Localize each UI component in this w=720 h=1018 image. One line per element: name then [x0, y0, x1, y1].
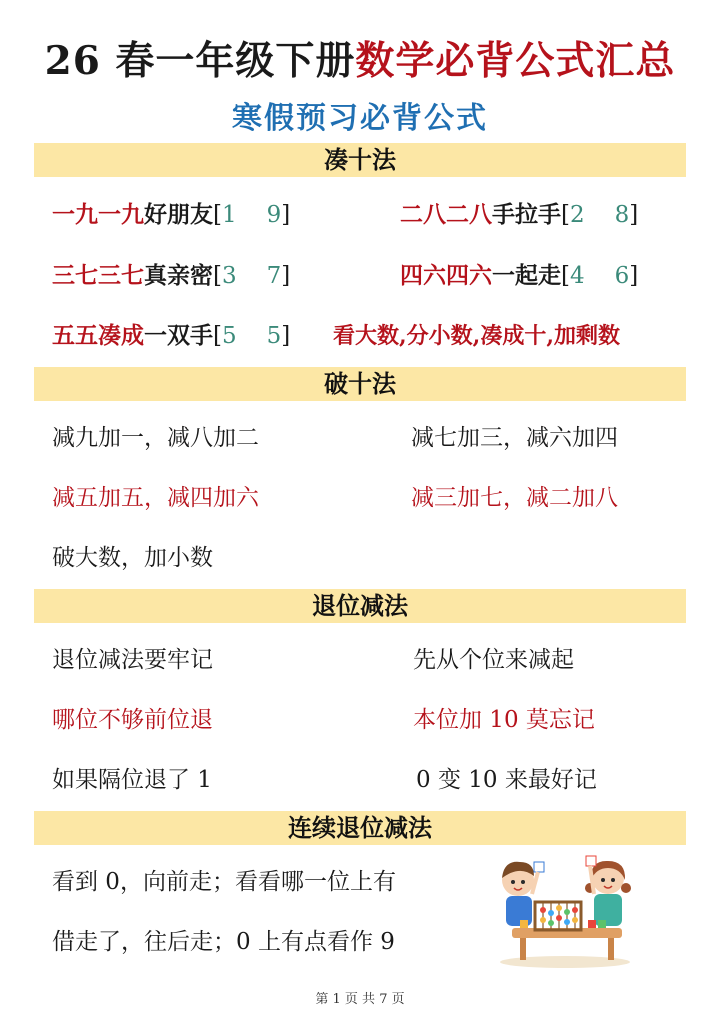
page-subtitle: 寒假预习必背公式 — [232, 101, 488, 136]
rhyme-red: 三七三七 — [52, 262, 144, 289]
section-heading-4: 连续退位减法 — [34, 811, 686, 845]
pair-a: 1 — [221, 202, 237, 228]
pair-b: 8 — [614, 202, 630, 228]
rule-line-5: 破大数，加小数 — [52, 545, 213, 571]
rule-line-4: 减三加七，减二加八 — [411, 485, 618, 511]
pair-b: 7 — [266, 263, 282, 289]
section-heading-3: 退位减法 — [34, 589, 686, 623]
rhyme-1-left: 一九一九好朋友[1 9] — [52, 201, 291, 228]
rhyme-black: 一起走 — [492, 262, 561, 289]
page-number: 第 1 页 共 7 页 — [315, 992, 405, 1007]
title-red: 数学必背公式汇总 — [355, 38, 676, 84]
rule-line-2: 减七加三，减六加四 — [411, 425, 618, 451]
rhyme-red: 五五凑成 — [52, 322, 144, 349]
rule-line-3: 哪位不够前位退 — [52, 707, 213, 733]
rhyme-2-right: 四六四六一起走[4 6] — [400, 262, 639, 289]
rule-line-1: 看到 0，向前走；看看哪一位上有 — [52, 869, 396, 895]
pair-a: 2 — [569, 202, 585, 228]
pair-a: 5 — [221, 323, 237, 349]
rhyme-black: 真亲密 — [144, 262, 213, 289]
rhyme-black: 一双手 — [144, 322, 213, 349]
rhyme-3-left: 五五凑成一双手[5 5] — [52, 322, 291, 349]
rhyme-black: 手拉手 — [492, 201, 561, 228]
title-black: 26 春一年级下册 — [44, 38, 356, 84]
rule-line-4: 本位加 10 莫忘记 — [413, 707, 595, 733]
section-heading-2: 破十法 — [34, 367, 686, 401]
rule-line-6: 0 变 10 来最好记 — [416, 767, 597, 793]
rhyme-red: 一九一九 — [52, 201, 144, 228]
section-heading-1: 凑十法 — [34, 143, 686, 177]
rule-line-5: 如果隔位退了 1 — [52, 767, 212, 793]
rhyme-red: 四六四六 — [400, 262, 492, 289]
rhyme-2-left: 三七三七真亲密[3 7] — [52, 262, 291, 289]
rhyme-black: 好朋友 — [144, 201, 213, 228]
pair-b: 5 — [266, 323, 282, 349]
rule-line-1: 减九加一，减八加二 — [52, 425, 259, 451]
rhyme-3-right: 看大数,分小数,凑成十,加剩数 — [333, 323, 620, 349]
pair-b: 9 — [266, 202, 282, 228]
pair-a: 3 — [221, 263, 237, 289]
rule-line-2: 借走了，往后走；0 上有点看作 9 — [52, 929, 395, 955]
rule-line-1: 退位减法要牢记 — [52, 647, 213, 673]
pair-a: 4 — [569, 263, 585, 289]
kids-abacus-illustration — [490, 850, 640, 970]
rule-line-2: 先从个位来减起 — [413, 647, 574, 673]
rhyme-red: 二八二八 — [400, 201, 492, 228]
page-title — [0, 30, 720, 86]
rule-line-3: 减五加五，减四加六 — [52, 485, 259, 511]
pair-b: 6 — [614, 263, 630, 289]
rhyme-1-right: 二八二八手拉手[2 8] — [400, 201, 639, 228]
